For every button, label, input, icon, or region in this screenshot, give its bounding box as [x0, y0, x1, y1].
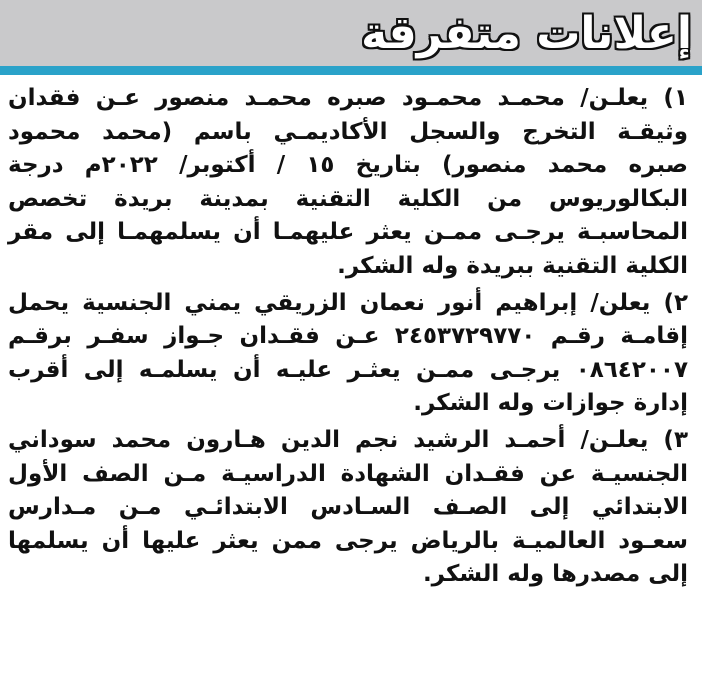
notice-1: [8, 82, 688, 284]
notice-line: ٣) يعلـن/ أحمـد الرشيد نجم الدين هـارون محمد سوداني: [8, 426, 688, 453]
notice-line: وثيقـة التخرج والسجل الأكاديمـي باسم (محمد محمود: [8, 118, 688, 145]
notice-line: ١) يعلـن/ محمـد محمـود صبره محمـد منصور عـن فقدان: [8, 85, 688, 111]
notice-line: صبره محمد منصور) بتاريخ ١٥ / أكتوبر/ ٢٠٢٢م درجة: [8, 152, 688, 179]
notice-line: الابتدائي إلى الصـف السـادس الابتدائـي مـن مـدارس: [8, 494, 688, 521]
header-accent-bar: [0, 66, 702, 75]
section-header: [0, 0, 702, 66]
notice-line: ٢) يعلن/ إبراهيم أنور نعمان الزريقي يمني الجنسية يحمل: [8, 289, 688, 316]
notice-line: الجنسيـة عن فقـدان الشهادة الدراسيـة مـن الصف الأول: [8, 460, 688, 487]
notice-line: سعـود العالميـة بالرياض يرجى ممن يعثر عليها أن يسلمها: [8, 527, 688, 554]
notice-line: البكالوريوس من الكلية التقنية بمدينة بريدة تخصص: [8, 185, 688, 212]
notices-list: [8, 82, 688, 595]
notice-line: إدارة جوازات وله الشكر.: [413, 390, 688, 417]
notice-2: [8, 287, 688, 421]
notice-line: إقامـة رقـم ٢٤٥٣٧٢٩٧٧٠ عـن فقـدان جـواز سفـر برقـم: [8, 323, 688, 350]
notice-line: الكلية التقنية ببريدة وله الشكر.: [337, 252, 688, 279]
notice-line: ٠٨٦٤٢٠٠٧ يرجـى ممـن يعثـر عليـه أن يسلمـه إلى أقرب: [8, 356, 688, 383]
notice-line: إلى مصدرها وله الشكر.: [422, 561, 688, 588]
section-title: إعلانات متفرقة: [361, 8, 692, 59]
notice-3: [8, 424, 688, 592]
notice-line: المحاسبـة يرجـى ممـن يعثر عليهمـا أن يسلمهمـا إلى مقر: [8, 219, 688, 246]
